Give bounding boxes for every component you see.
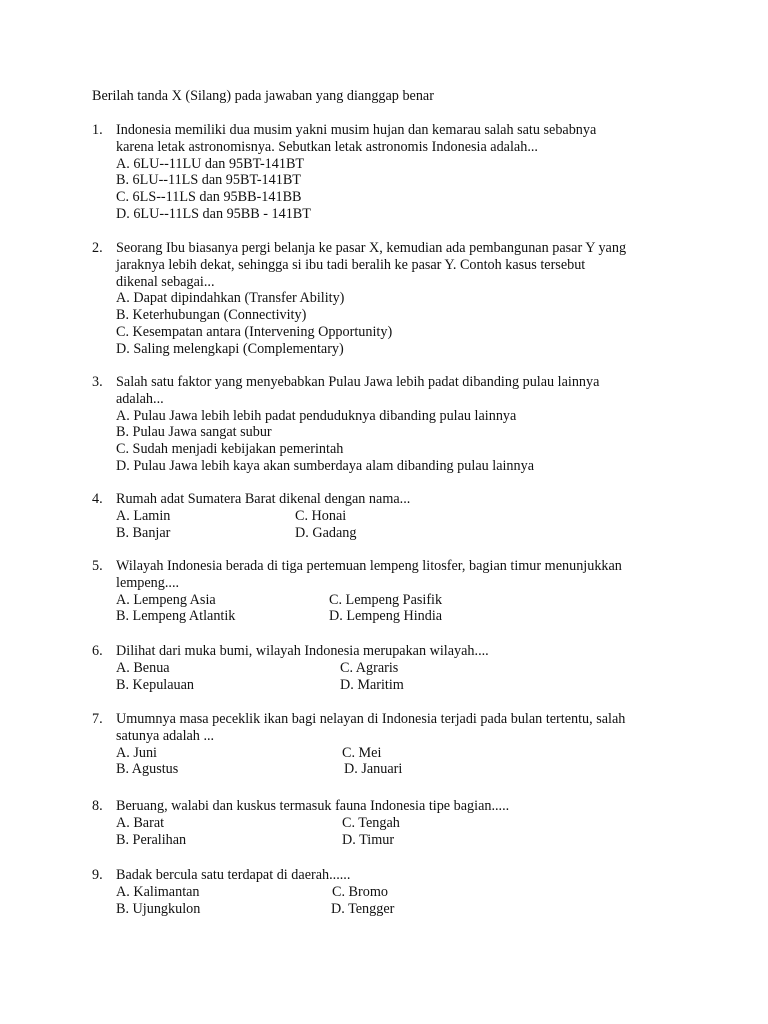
answer-option-b[interactable]: B. Pulau Jawa sangat subur [116,424,272,441]
answer-option-a[interactable]: A. 6LU--11LU dan 95BT-141BT [116,155,305,172]
question-stem: Salah satu faktor yang menyebabkan Pulau Jawa lebih padat dibanding pulau lainnya [116,374,600,390]
answer-option-b[interactable]: B. Agustus [116,761,179,778]
question-6 [92,643,692,693]
question-number: 2. [92,240,103,256]
answer-option-c[interactable]: C. Bromo [332,883,388,900]
answer-option-c[interactable]: C. Agraris [340,659,399,676]
answer-option-b[interactable]: B. Ujungkulon [116,900,201,917]
question-3 [92,374,692,475]
answer-option-a[interactable]: A. Benua [116,659,170,676]
answer-option-a[interactable]: A. Lamin [116,507,171,524]
answer-option-d[interactable]: D. Pulau Jawa lebih kaya akan sumberdaya alam dibanding pulau lainnya [116,457,535,474]
answer-option-b[interactable]: B. Banjar [116,524,171,541]
question-number: 3. [92,374,103,390]
question-number: 7. [92,711,103,727]
answer-option-d[interactable]: D. Timur [342,831,395,848]
instruction-text: Berilah tanda X (Silang) pada jawaban yang dianggap benar [92,88,434,104]
question-stem: Seorang Ibu biasanya pergi belanja ke pasar X, kemudian ada pembangunan pasar Y yang [116,240,627,256]
answer-option-d[interactable]: D. Maritim [340,676,404,693]
question-stem: jaraknya lebih dekat, sehingga si ibu tadi beralih ke pasar Y. Contoh kasus tersebut [116,256,586,273]
answer-option-c[interactable]: C. Sudah menjadi kebijakan pemerintah [116,441,344,458]
answer-option-c[interactable]: C. Lempeng Pasifik [329,591,443,608]
answer-option-c[interactable]: C. Honai [295,507,347,524]
question-7 [92,711,692,778]
answer-option-c[interactable]: C. Kesempatan antara (Intervening Opportunity) [116,323,393,340]
answer-option-b[interactable]: B. Lempeng Atlantik [116,608,236,625]
question-stem: dikenal sebagai... [116,273,215,290]
answer-option-b[interactable]: B. Peralihan [116,831,187,848]
answer-option-c[interactable]: C. Mei [342,744,382,761]
answer-option-d[interactable]: D. Gadang [295,524,357,541]
answer-option-d[interactable]: D. 6LU--11LS dan 95BB - 141BT [116,205,311,222]
answer-option-a[interactable]: A. Dapat dipindahkan (Transfer Ability) [116,290,345,307]
question-number: 9. [92,867,103,883]
question-stem: satunya adalah ... [116,727,215,744]
question-stem: lempeng.... [116,574,180,591]
answer-option-a[interactable]: A. Kalimantan [116,883,200,900]
answer-option-d[interactable]: D. Tengger [331,900,395,917]
answer-option-a[interactable]: A. Pulau Jawa lebih lebih padat penduduknya dibanding pulau lainnya [116,407,517,424]
question-number: 8. [92,798,103,814]
question-stem: Rumah adat Sumatera Barat dikenal dengan nama... [116,491,411,507]
answer-option-d[interactable]: D. Januari [344,761,403,778]
question-stem: karena letak astronomisnya. Sebutkan letak astronomis Indonesia adalah... [116,138,538,155]
answer-option-b[interactable]: B. Keterhubungan (Connectivity) [116,307,307,324]
question-stem: Dilihat dari muka bumi, wilayah Indonesia merupakan wilayah.... [116,643,489,659]
answer-option-c[interactable]: C. 6LS--11LS dan 95BB-141BB [116,189,302,206]
question-number: 4. [92,491,103,507]
question-stem: Beruang, walabi dan kuskus termasuk fauna Indonesia tipe bagian..... [116,798,510,814]
question-stem: Indonesia memiliki dua musim yakni musim hujan dan kemarau salah satu sebabnya [116,122,597,138]
question-1 [92,122,692,223]
answer-option-b[interactable]: B. Kepulauan [116,676,195,693]
question-2 [92,240,692,358]
question-stem: Badak bercula satu terdapat di daerah...... [116,867,351,883]
question-stem: Umumnya masa peceklik ikan bagi nelayan di Indonesia terjadi pada bulan tertentu, salah [116,711,626,727]
question-8 [92,798,692,848]
answer-option-d[interactable]: D. Lempeng Hindia [329,608,443,625]
question-4 [92,491,692,541]
answer-option-a[interactable]: A. Barat [116,814,165,831]
answer-option-d[interactable]: D. Saling melengkapi (Complementary) [116,340,344,357]
question-9 [92,867,692,917]
question-number: 1. [92,122,103,138]
question-number: 5. [92,558,103,574]
answer-option-a[interactable]: A. Lempeng Asia [116,591,216,608]
answer-option-c[interactable]: C. Tengah [342,814,400,831]
question-number: 6. [92,643,103,659]
question-stem: Wilayah Indonesia berada di tiga pertemuan lempeng litosfer, bagian timur menunjukkan [116,558,622,574]
answer-option-b[interactable]: B. 6LU--11LS dan 95BT-141BT [116,172,301,189]
question-5 [92,558,692,625]
answer-option-a[interactable]: A. Juni [116,744,157,761]
question-stem: adalah... [116,390,164,407]
